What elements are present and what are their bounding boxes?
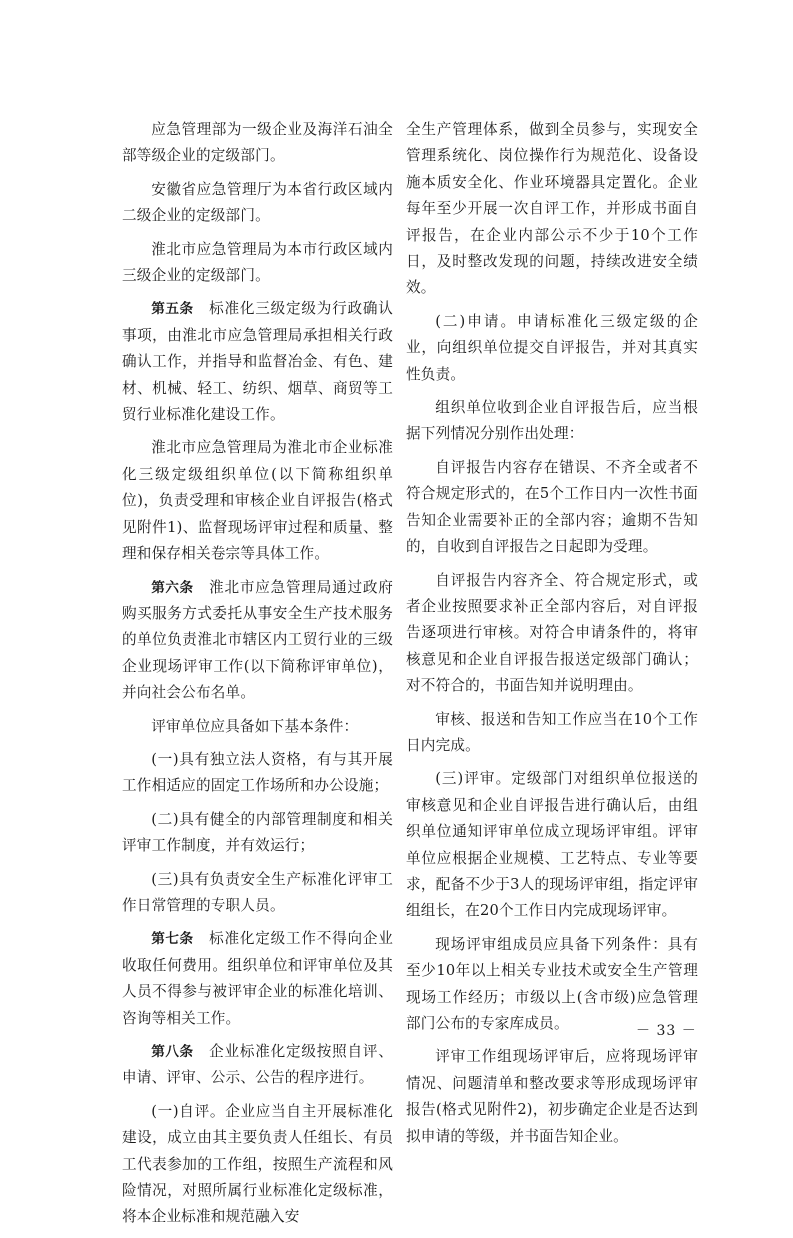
right-column [406,117,698,1157]
paragraph [122,807,393,860]
article-heading: 第七条 [151,931,194,948]
paragraph [122,435,393,567]
page-number: － 33 － [636,1023,697,1039]
paragraph [122,177,393,230]
paragraph: 组织单位收到企业自评报告后，应当根据下列情况分别作出处理： [406,399,698,443]
paragraph-text: 标准化三级定级为行政确认事项，由淮北市应急管理局承担相关行政确认工作，并指导和监督冶金、有色、建材、机械、轻工、纺织、烟草、商贸等工贸行业标准化建设工作。 [122,300,394,424]
paragraph [122,714,393,740]
paragraph [122,237,393,290]
paragraph [122,747,393,800]
article-heading: 第六条 [151,579,194,596]
article-6 [122,575,393,707]
paragraph [122,1099,393,1231]
paragraph [122,867,393,920]
paragraph: 评审工作组现场评审后，应将现场评审情况、问题清单和整改要求等形成现场评审报告(格式见附件2)，初步确定企业是否达到拟申请的等级，并书面告知企业。 [406,1048,698,1145]
article-heading: 第五条 [151,301,194,318]
paragraph-text: (一)具有独立法人资格，有与其开展工作相适应的固定工作场所和办公设施； [122,750,393,795]
paragraph-text: 安徽省应急管理厅为本省行政区域内二级企业的定级部门。 [122,180,393,225]
paragraph-text: 标准化定级工作不得向企业收取任何费用。组织单位和评审单位及其人员不得参与被评审企业的标准化培训、咨询等相关工作。 [122,930,394,1027]
paragraph: 现场评审组成员应具备下列条件：具有至少10年以上相关专业技术或安全生产管理现场工作经历；市级以上(含市级)应急管理部门公布的专家库成员。 [406,935,698,1032]
paragraph-text: (一)自评。企业应当自主开展标准化建设，成立由其主要负责人任组长、有员工代表参加的工作组，按照生产流程和风险情况，对照所属行业标准化定级标准，将本企业标准和规范融入安 [122,1102,393,1226]
paragraph-text: (三)具有负责安全生产标准化评审工作日常管理的专职人员。 [122,870,393,914]
left-column [122,117,393,1238]
article-8 [122,1039,393,1092]
paragraph-text: 淮北市应急管理局为淮北市企业标准化三级定级组织单位(以下简称组织单位)，负责受理和审核企业自评报告(格式见附件1)、监督现场评审过程和质量、整理和保存相关卷宗等具体工作。 [122,439,393,563]
article-7 [122,926,393,1032]
paragraph-text: (二)具有健全的内部管理制度和相关评审工作制度，并有效运行； [122,810,393,855]
paragraph-text: 企业标准化定级按照自评、申请、评审、公示、公告的程序进行。 [122,1043,394,1087]
paragraph: (二)申请。申请标准化三级定级的企业，向组织单位提交自评报告，并对其真实性负责。 [406,312,698,383]
paragraph-text: 淮北市应急管理局通过政府购买服务方式委托从事安全生产技术服务的单位负责淮北市辖区内工贸行业的三级企业现场评审工作(以下简称评审单位)，并向社会公布名单。 [122,578,394,702]
paragraph: 自评报告内容存在错误、不齐全或者不符合规定形式的，在5个工作日内一次性书面告知企业需要补正的全部内容；逾期不告知的，自收到自评报告之日起即为受理。 [406,458,698,556]
paragraph-text: 评审单位应具备如下基本条件： [151,717,359,735]
paragraph: 自评报告内容齐全、符合规定形式，或者企业按照要求补正全部内容后，对自评报告逐项进行审核。对符合申请条件的，将审核意见和企业自评报告报送定级部门确认；对不符合的，书面告知并说明理由。 [406,571,698,695]
paragraph: 审核、报送和告知工作应当在10个工作日内完成。 [406,710,698,754]
paragraph-text: 淮北市应急管理局为本市行政区域内三级企业的定级部门。 [122,240,393,285]
paragraph [122,117,393,170]
paragraph-continued: 全生产管理体系，做到全员参与，实现安全管理系统化、岗位操作行为规范化、设备设施本质安全化、作业环境器具定置化。企业每年至少开展一次自评工作，并形成书面自评报告，在企业内部公示不少于10个工作日，及时整改发现的问题，持续改进安全绩效。 [406,121,698,297]
paragraph-text: 应急管理部为一级企业及海洋石油全部等级企业的定级部门。 [122,121,393,165]
article-5 [122,296,393,428]
paragraph: (三)评审。定级部门对组织单位报送的审核意见和企业自评报告进行确认后，由组织单位通知评审单位成立现场评审组。评审单位应根据企业规模、工艺特点、专业等要求，配备不少于3人的现场评审组，指定评审组组长，在20个工作日内完成现场评审。 [406,770,698,920]
article-heading: 第八条 [151,1044,194,1060]
